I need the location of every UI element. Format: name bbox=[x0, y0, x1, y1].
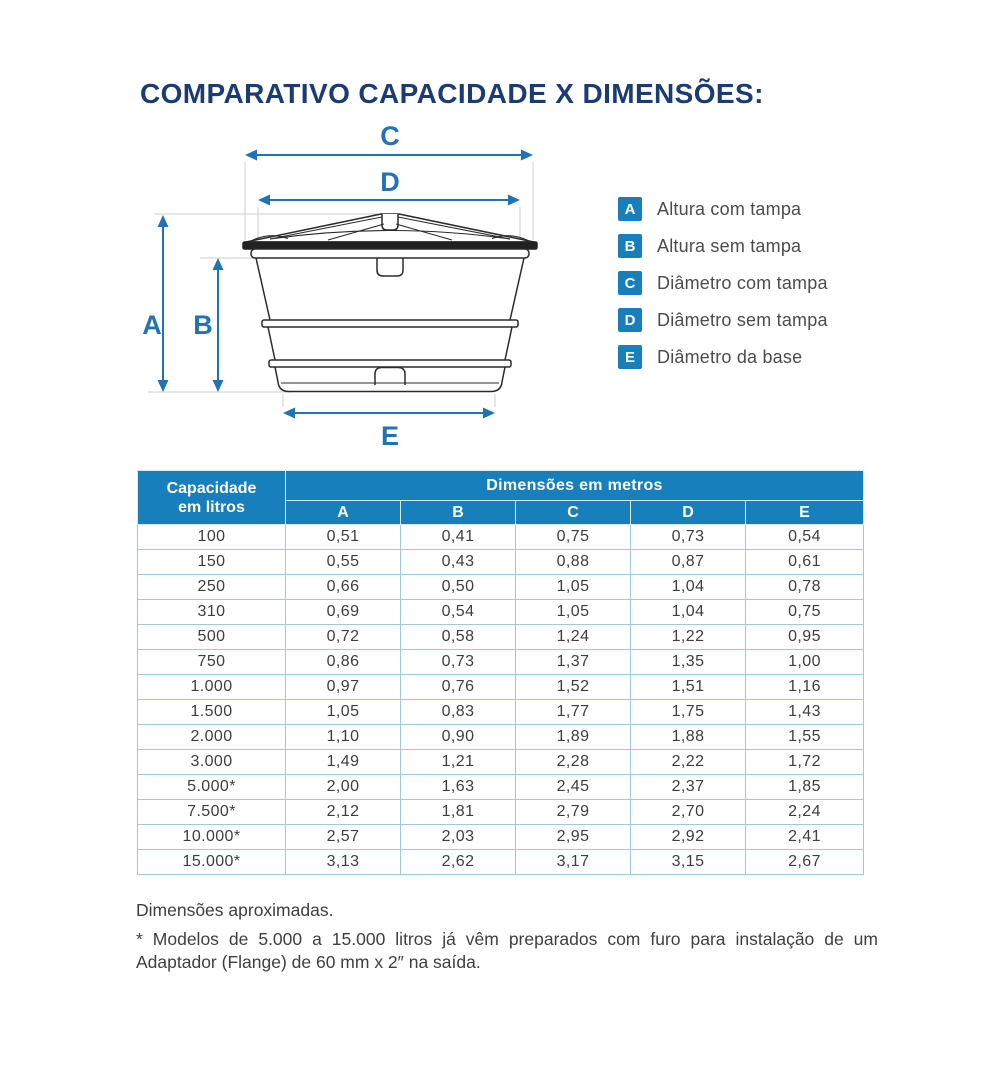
page-title: COMPARATIVO CAPACIDADE X DIMENSÕES: bbox=[140, 78, 764, 109]
dimension-cell: 1,55 bbox=[746, 725, 864, 750]
dimension-cell: 1,88 bbox=[631, 725, 746, 750]
legend-badge-e: E bbox=[618, 345, 642, 369]
dimension-cell: 0,58 bbox=[401, 625, 516, 650]
legend-label: Altura sem tampa bbox=[657, 235, 802, 256]
dimension-label-c: C bbox=[380, 121, 400, 151]
dimension-arrow-a bbox=[158, 215, 169, 392]
legend-item-e bbox=[618, 345, 828, 369]
table-row bbox=[138, 650, 864, 675]
column-header-b: B bbox=[401, 501, 516, 525]
dimension-cell: 1,24 bbox=[516, 625, 631, 650]
dimension-cell: 3,17 bbox=[516, 850, 631, 875]
dimension-cell: 0,55 bbox=[286, 550, 401, 575]
dimension-label-d: D bbox=[380, 167, 400, 197]
dimension-cell: 1,49 bbox=[286, 750, 401, 775]
dimension-cell: 2,95 bbox=[516, 825, 631, 850]
capacity-cell: 500 bbox=[138, 625, 286, 650]
dimension-cell: 0,50 bbox=[401, 575, 516, 600]
dimension-cell: 1,16 bbox=[746, 675, 864, 700]
dimension-cell: 0,51 bbox=[286, 525, 401, 550]
column-header-d: D bbox=[631, 501, 746, 525]
dimension-cell: 2,00 bbox=[286, 775, 401, 800]
dimension-cell: 0,75 bbox=[516, 525, 631, 550]
capacity-cell: 1.500 bbox=[138, 700, 286, 725]
capacity-cell: 310 bbox=[138, 600, 286, 625]
legend-label: Diâmetro com tampa bbox=[657, 272, 828, 293]
dimension-cell: 2,57 bbox=[286, 825, 401, 850]
legend-item-c bbox=[618, 271, 828, 295]
dimension-cell: 3,13 bbox=[286, 850, 401, 875]
dimension-cell: 0,41 bbox=[401, 525, 516, 550]
dimension-cell: 1,77 bbox=[516, 700, 631, 725]
dimension-cell: 1,04 bbox=[631, 600, 746, 625]
capacity-cell: 10.000* bbox=[138, 825, 286, 850]
table-row bbox=[138, 725, 864, 750]
capacity-cell: 1.000 bbox=[138, 675, 286, 700]
dimension-cell: 2,22 bbox=[631, 750, 746, 775]
dimension-cell: 2,62 bbox=[401, 850, 516, 875]
table-row bbox=[138, 600, 864, 625]
dimensions-table bbox=[137, 470, 864, 875]
dimension-cell: 2,24 bbox=[746, 800, 864, 825]
approx-note: Dimensões aproximadas. bbox=[136, 900, 334, 920]
dimension-label-b: B bbox=[193, 310, 213, 340]
dimension-cell: 0,78 bbox=[746, 575, 864, 600]
dimension-label-a: A bbox=[142, 310, 162, 340]
dimension-cell: 1,52 bbox=[516, 675, 631, 700]
tank-diagram bbox=[140, 120, 560, 455]
capacity-cell: 250 bbox=[138, 575, 286, 600]
dimension-cell: 2,70 bbox=[631, 800, 746, 825]
table-row bbox=[138, 550, 864, 575]
dimension-cell: 0,97 bbox=[286, 675, 401, 700]
table-body bbox=[138, 525, 864, 875]
dimension-cell: 0,83 bbox=[401, 700, 516, 725]
dimension-cell: 2,67 bbox=[746, 850, 864, 875]
dimension-cell: 1,05 bbox=[516, 575, 631, 600]
table-row bbox=[138, 850, 864, 875]
dimension-cell: 1,00 bbox=[746, 650, 864, 675]
dimension-cell: 0,87 bbox=[631, 550, 746, 575]
dimension-cell: 1,05 bbox=[286, 700, 401, 725]
dimension-cell: 1,63 bbox=[401, 775, 516, 800]
dimension-cell: 1,43 bbox=[746, 700, 864, 725]
asterisk-note bbox=[136, 928, 878, 974]
dimension-cell: 1,10 bbox=[286, 725, 401, 750]
dimension-cell: 0,43 bbox=[401, 550, 516, 575]
dimension-cell: 1,05 bbox=[516, 600, 631, 625]
dimension-cell: 1,81 bbox=[401, 800, 516, 825]
dimension-cell: 1,21 bbox=[401, 750, 516, 775]
dimension-cell: 0,73 bbox=[631, 525, 746, 550]
dimension-cell: 3,15 bbox=[631, 850, 746, 875]
dimension-cell: 0,73 bbox=[401, 650, 516, 675]
legend-label: Altura com tampa bbox=[657, 198, 802, 219]
dimensions-group-header: Dimensões em metros bbox=[286, 471, 864, 501]
dimension-cell: 1,89 bbox=[516, 725, 631, 750]
legend-badge-d: D bbox=[618, 308, 642, 332]
capacity-header-line2: em litros bbox=[178, 498, 245, 516]
dimension-label-e: E bbox=[380, 421, 400, 451]
legend bbox=[618, 197, 828, 382]
dimension-cell: 0,75 bbox=[746, 600, 864, 625]
capacity-header-line1: Capacidade bbox=[166, 479, 257, 497]
dimension-cell: 2,37 bbox=[631, 775, 746, 800]
table-row bbox=[138, 575, 864, 600]
dimension-cell: 2,03 bbox=[401, 825, 516, 850]
dimension-cell: 2,41 bbox=[746, 825, 864, 850]
asterisk-note-line2: Adaptador (Flange) de 60 mm x 2″ na saída. bbox=[136, 952, 481, 972]
dimension-cell: 2,28 bbox=[516, 750, 631, 775]
capacity-cell: 750 bbox=[138, 650, 286, 675]
dimension-cell: 0,76 bbox=[401, 675, 516, 700]
legend-item-b bbox=[618, 234, 828, 258]
dimension-cell: 2,12 bbox=[286, 800, 401, 825]
dimension-cell: 0,72 bbox=[286, 625, 401, 650]
dimension-cell: 1,22 bbox=[631, 625, 746, 650]
legend-badge-a: A bbox=[618, 197, 642, 221]
capacity-cell: 5.000* bbox=[138, 775, 286, 800]
column-header-c: C bbox=[516, 501, 631, 525]
table-row bbox=[138, 750, 864, 775]
capacity-column-header bbox=[138, 471, 286, 525]
dimension-cell: 2,79 bbox=[516, 800, 631, 825]
dimension-cell: 0,69 bbox=[286, 600, 401, 625]
table-row bbox=[138, 700, 864, 725]
column-header-a: A bbox=[286, 501, 401, 525]
legend-item-a bbox=[618, 197, 828, 221]
table-row bbox=[138, 800, 864, 825]
dimension-cell: 2,92 bbox=[631, 825, 746, 850]
dimension-cell: 0,90 bbox=[401, 725, 516, 750]
dimension-arrow-c bbox=[245, 150, 533, 161]
table-row bbox=[138, 675, 864, 700]
legend-badge-c: C bbox=[618, 271, 642, 295]
dimension-arrow-e bbox=[283, 408, 495, 419]
legend-label: Diâmetro sem tampa bbox=[657, 309, 828, 330]
dimension-cell: 0,88 bbox=[516, 550, 631, 575]
legend-badge-b: B bbox=[618, 234, 642, 258]
guide-lines bbox=[148, 162, 533, 407]
dimension-cell: 1,72 bbox=[746, 750, 864, 775]
table-row bbox=[138, 625, 864, 650]
capacity-cell: 2.000 bbox=[138, 725, 286, 750]
dimension-cell: 0,86 bbox=[286, 650, 401, 675]
dimension-cell: 1,85 bbox=[746, 775, 864, 800]
dimension-cell: 0,66 bbox=[286, 575, 401, 600]
table-row bbox=[138, 525, 864, 550]
capacity-cell: 7.500* bbox=[138, 800, 286, 825]
dimension-cell: 0,61 bbox=[746, 550, 864, 575]
table-row bbox=[138, 825, 864, 850]
legend-label: Diâmetro da base bbox=[657, 346, 803, 367]
dimension-cell: 1,35 bbox=[631, 650, 746, 675]
legend-item-d bbox=[618, 308, 828, 332]
dimension-cell: 1,51 bbox=[631, 675, 746, 700]
dimension-arrow-b bbox=[213, 258, 224, 392]
tank-drawing bbox=[243, 214, 537, 392]
dimension-cell: 1,75 bbox=[631, 700, 746, 725]
dimension-cell: 0,54 bbox=[401, 600, 516, 625]
capacity-cell: 15.000* bbox=[138, 850, 286, 875]
column-header-e: E bbox=[746, 501, 864, 525]
dimension-cell: 1,04 bbox=[631, 575, 746, 600]
asterisk-note-line1: * Modelos de 5.000 a 15.000 litros já vêm preparados com furo para instalação de um bbox=[136, 929, 878, 949]
capacity-cell: 3.000 bbox=[138, 750, 286, 775]
dimension-cell: 2,45 bbox=[516, 775, 631, 800]
table-row bbox=[138, 775, 864, 800]
capacity-cell: 100 bbox=[138, 525, 286, 550]
capacity-cell: 150 bbox=[138, 550, 286, 575]
dimension-cell: 1,37 bbox=[516, 650, 631, 675]
dimension-cell: 0,54 bbox=[746, 525, 864, 550]
dimension-cell: 0,95 bbox=[746, 625, 864, 650]
